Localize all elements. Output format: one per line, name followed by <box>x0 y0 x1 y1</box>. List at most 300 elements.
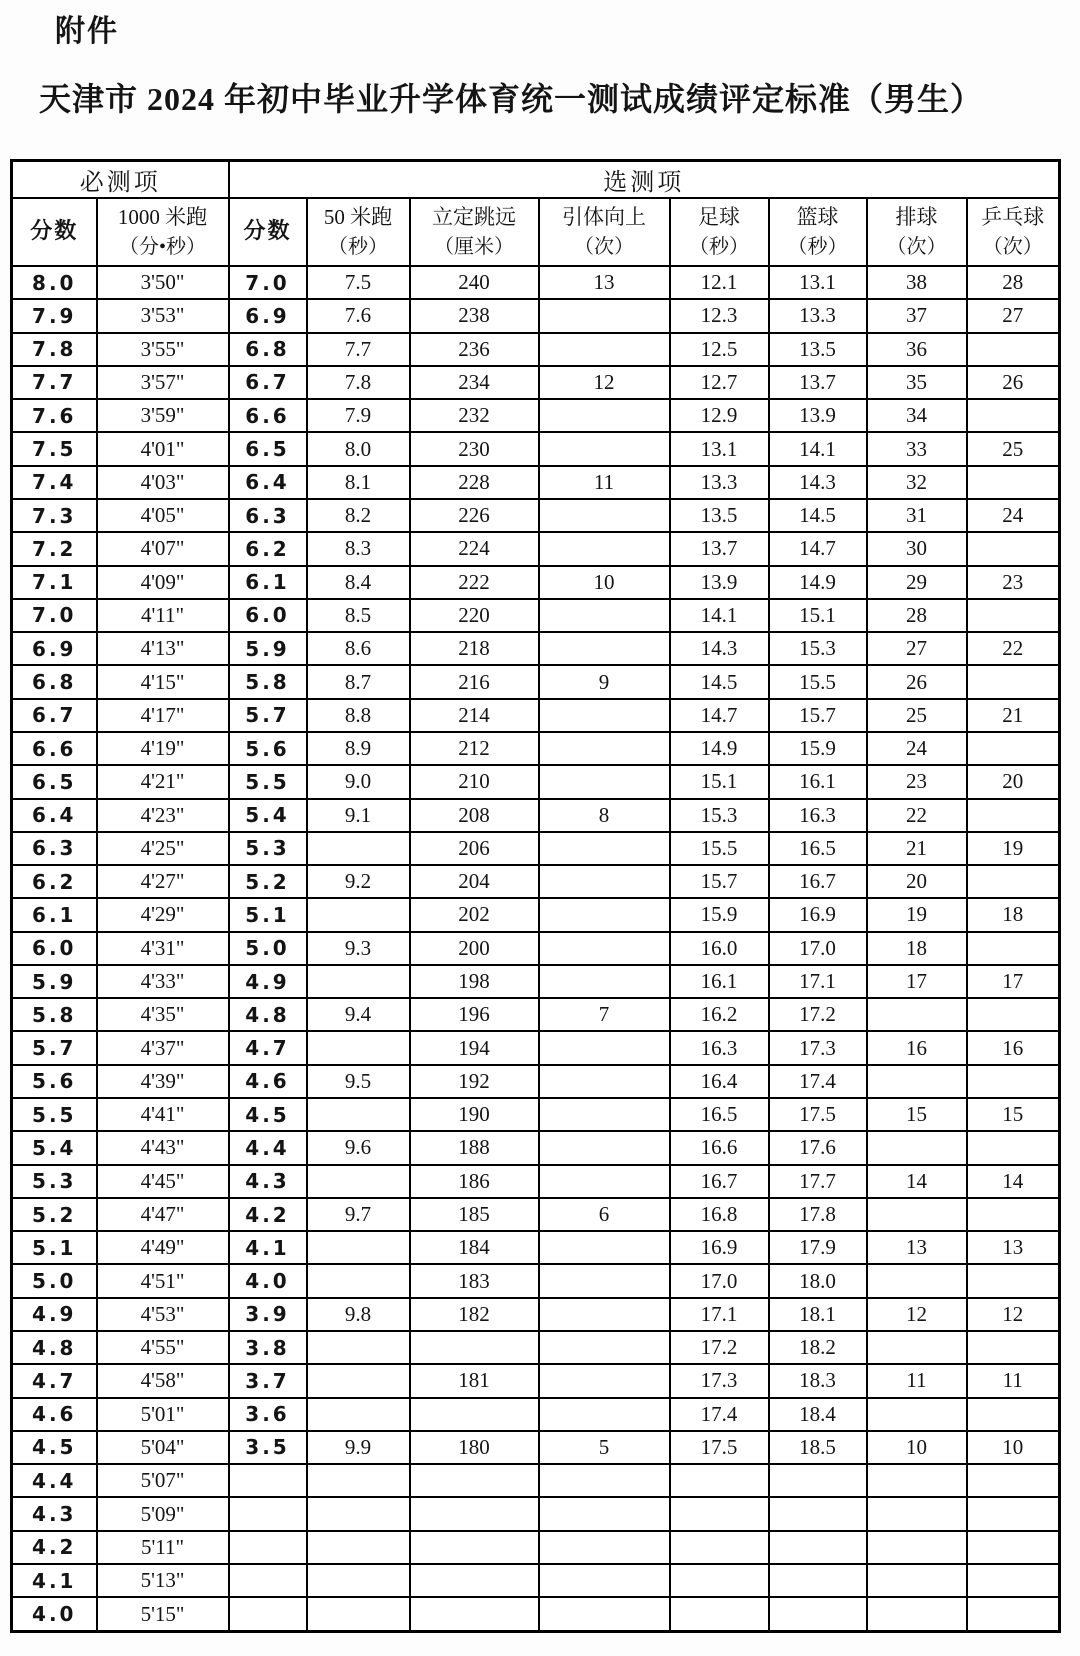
cell-volleyball: 17 <box>867 965 967 998</box>
cell-table-tennis: 12 <box>967 1298 1060 1331</box>
attachment-label: 附件 <box>55 14 119 49</box>
cell-basketball: 16.5 <box>769 832 867 865</box>
cell-score-optional: 4.2 <box>229 1198 307 1231</box>
cell-run-50m: 8.2 <box>307 499 410 532</box>
cell-score-optional: 5.0 <box>229 932 307 965</box>
cell-run-50m <box>307 1597 410 1631</box>
table-row <box>12 266 1060 299</box>
cell-score-required: 4.5 <box>12 1431 97 1464</box>
cell-table-tennis: 28 <box>967 266 1060 299</box>
table-row <box>12 1298 1060 1331</box>
cell-football: 17.0 <box>670 1264 769 1297</box>
cell-volleyball: 29 <box>867 566 967 599</box>
cell-run-50m: 7.7 <box>307 333 410 366</box>
cell-pull-ups <box>539 532 670 565</box>
cell-pull-ups: 7 <box>539 998 670 1031</box>
cell-score-optional: 3.6 <box>229 1398 307 1431</box>
cell-football <box>670 1597 769 1631</box>
cell-score-optional: 6.3 <box>229 499 307 532</box>
table-row <box>12 1231 1060 1264</box>
cell-standing-long-jump: 183 <box>410 1264 539 1297</box>
cell-run-1000m: 4'13" <box>97 632 229 665</box>
table-row <box>12 865 1060 898</box>
cell-volleyball <box>867 1398 967 1431</box>
cell-table-tennis: 22 <box>967 632 1060 665</box>
cell-standing-long-jump: 226 <box>410 499 539 532</box>
cell-score-optional: 5.4 <box>229 799 307 832</box>
cell-run-50m: 8.0 <box>307 432 410 465</box>
cell-pull-ups <box>539 333 670 366</box>
table-row <box>12 1098 1060 1131</box>
table-row <box>12 1364 1060 1397</box>
cell-score-required: 6.4 <box>12 799 97 832</box>
table-row <box>12 1331 1060 1364</box>
cell-standing-long-jump: 232 <box>410 399 539 432</box>
table-row <box>12 632 1060 665</box>
cell-run-50m: 7.6 <box>307 299 410 332</box>
cell-volleyball <box>867 1564 967 1597</box>
cell-score-required: 6.2 <box>12 865 97 898</box>
cell-score-required: 7.7 <box>12 366 97 399</box>
cell-score-optional: 6.8 <box>229 333 307 366</box>
cell-score-optional: 6.5 <box>229 432 307 465</box>
cell-run-1000m: 4'17" <box>97 699 229 732</box>
cell-table-tennis <box>967 1597 1060 1631</box>
cell-football: 16.7 <box>670 1165 769 1198</box>
cell-score-optional: 5.6 <box>229 732 307 765</box>
cell-football: 16.8 <box>670 1198 769 1231</box>
cell-volleyball: 20 <box>867 865 967 898</box>
cell-standing-long-jump <box>410 1497 539 1530</box>
cell-football: 15.9 <box>670 898 769 931</box>
cell-table-tennis <box>967 399 1060 432</box>
cell-basketball: 14.7 <box>769 532 867 565</box>
score-table <box>10 159 1061 1633</box>
cell-volleyball <box>867 1198 967 1231</box>
cell-pull-ups: 10 <box>539 566 670 599</box>
cell-volleyball: 13 <box>867 1231 967 1264</box>
cell-score-required: 4.3 <box>12 1497 97 1530</box>
cell-table-tennis: 10 <box>967 1431 1060 1464</box>
cell-football: 17.5 <box>670 1431 769 1464</box>
cell-pull-ups <box>539 1497 670 1530</box>
cell-pull-ups <box>539 1031 670 1064</box>
table-row <box>12 432 1060 465</box>
cell-standing-long-jump: 214 <box>410 699 539 732</box>
cell-table-tennis <box>967 665 1060 698</box>
cell-score-required: 5.7 <box>12 1031 97 1064</box>
cell-pull-ups <box>539 499 670 532</box>
cell-score-optional: 4.9 <box>229 965 307 998</box>
cell-volleyball: 38 <box>867 266 967 299</box>
cell-score-required: 7.0 <box>12 599 97 632</box>
cell-table-tennis: 14 <box>967 1165 1060 1198</box>
cell-volleyball: 24 <box>867 732 967 765</box>
cell-volleyball: 32 <box>867 466 967 499</box>
cell-pull-ups <box>539 1398 670 1431</box>
cell-run-50m: 8.4 <box>307 566 410 599</box>
cell-basketball: 15.1 <box>769 599 867 632</box>
cell-volleyball <box>867 1497 967 1530</box>
cell-run-50m: 8.7 <box>307 665 410 698</box>
cell-football <box>670 1464 769 1497</box>
cell-standing-long-jump: 222 <box>410 566 539 599</box>
cell-run-50m: 9.6 <box>307 1131 410 1164</box>
cell-score-required: 4.8 <box>12 1331 97 1364</box>
cell-score-required: 6.9 <box>12 632 97 665</box>
cell-pull-ups: 11 <box>539 466 670 499</box>
cell-volleyball: 11 <box>867 1364 967 1397</box>
column-header-row <box>12 198 1060 266</box>
cell-football: 15.3 <box>670 799 769 832</box>
cell-run-1000m: 5'07" <box>97 1464 229 1497</box>
cell-run-50m: 7.9 <box>307 399 410 432</box>
cell-football: 16.9 <box>670 1231 769 1264</box>
cell-standing-long-jump <box>410 1531 539 1564</box>
cell-run-1000m: 4'45" <box>97 1165 229 1198</box>
cell-basketball: 18.2 <box>769 1331 867 1364</box>
table-row <box>12 299 1060 332</box>
cell-volleyball: 16 <box>867 1031 967 1064</box>
cell-volleyball: 26 <box>867 665 967 698</box>
cell-standing-long-jump: 206 <box>410 832 539 865</box>
cell-run-50m: 9.0 <box>307 765 410 798</box>
cell-football: 13.9 <box>670 566 769 599</box>
cell-score-required: 5.1 <box>12 1231 97 1264</box>
cell-football: 13.3 <box>670 466 769 499</box>
cell-score-required: 4.2 <box>12 1531 97 1564</box>
cell-football: 12.7 <box>670 366 769 399</box>
cell-standing-long-jump: 192 <box>410 1065 539 1098</box>
cell-score-optional: 4.0 <box>229 1264 307 1297</box>
cell-basketball: 14.5 <box>769 499 867 532</box>
cell-basketball: 13.9 <box>769 399 867 432</box>
cell-volleyball: 12 <box>867 1298 967 1331</box>
table-row <box>12 532 1060 565</box>
column-header-run-1000m: 1000 米跑 （分•秒） <box>97 198 229 266</box>
cell-basketball: 17.6 <box>769 1131 867 1164</box>
column-header-table-tennis: 乒乓球 （次） <box>967 198 1060 266</box>
cell-standing-long-jump: 234 <box>410 366 539 399</box>
cell-score-optional: 6.7 <box>229 366 307 399</box>
cell-run-1000m: 3'53" <box>97 299 229 332</box>
table-row <box>12 1264 1060 1297</box>
cell-score-optional: 4.8 <box>229 998 307 1031</box>
cell-pull-ups <box>539 865 670 898</box>
cell-score-required: 6.8 <box>12 665 97 698</box>
cell-score-required: 8.0 <box>12 266 97 299</box>
cell-run-1000m: 5'15" <box>97 1597 229 1631</box>
cell-table-tennis: 21 <box>967 699 1060 732</box>
cell-football: 14.9 <box>670 732 769 765</box>
cell-basketball: 15.5 <box>769 665 867 698</box>
cell-score-required: 5.0 <box>12 1264 97 1297</box>
cell-pull-ups <box>539 1597 670 1631</box>
table-row <box>12 998 1060 1031</box>
cell-football: 16.2 <box>670 998 769 1031</box>
cell-pull-ups <box>539 1298 670 1331</box>
cell-score-required: 7.2 <box>12 532 97 565</box>
cell-run-50m: 9.4 <box>307 998 410 1031</box>
cell-football: 17.3 <box>670 1364 769 1397</box>
cell-run-50m <box>307 1098 410 1131</box>
cell-standing-long-jump: 208 <box>410 799 539 832</box>
cell-volleyball <box>867 1531 967 1564</box>
cell-volleyball <box>867 998 967 1031</box>
cell-basketball <box>769 1497 867 1530</box>
cell-basketball <box>769 1564 867 1597</box>
cell-run-50m <box>307 1031 410 1064</box>
cell-table-tennis <box>967 865 1060 898</box>
cell-volleyball <box>867 1131 967 1164</box>
cell-basketball: 17.5 <box>769 1098 867 1131</box>
cell-table-tennis: 26 <box>967 366 1060 399</box>
cell-score-optional: 5.3 <box>229 832 307 865</box>
cell-volleyball <box>867 1331 967 1364</box>
cell-standing-long-jump: 182 <box>410 1298 539 1331</box>
cell-score-optional: 3.7 <box>229 1364 307 1397</box>
cell-pull-ups <box>539 932 670 965</box>
cell-run-1000m: 5'11" <box>97 1531 229 1564</box>
cell-pull-ups <box>539 1331 670 1364</box>
cell-run-1000m: 4'35" <box>97 998 229 1031</box>
cell-football: 16.3 <box>670 1031 769 1064</box>
cell-score-optional: 5.9 <box>229 632 307 665</box>
table-row <box>12 366 1060 399</box>
cell-pull-ups <box>539 299 670 332</box>
cell-score-required: 4.9 <box>12 1298 97 1331</box>
cell-run-50m: 8.8 <box>307 699 410 732</box>
cell-football: 12.3 <box>670 299 769 332</box>
cell-table-tennis <box>967 1464 1060 1497</box>
cell-football <box>670 1531 769 1564</box>
cell-run-1000m: 4'15" <box>97 665 229 698</box>
cell-table-tennis: 24 <box>967 499 1060 532</box>
cell-run-1000m: 4'51" <box>97 1264 229 1297</box>
cell-score-required: 5.4 <box>12 1131 97 1164</box>
cell-football: 12.5 <box>670 333 769 366</box>
cell-score-required: 7.6 <box>12 399 97 432</box>
cell-score-required: 5.6 <box>12 1065 97 1098</box>
cell-score-required: 4.7 <box>12 1364 97 1397</box>
section-header-optional: 选测项 <box>229 161 1060 199</box>
cell-run-1000m: 4'25" <box>97 832 229 865</box>
cell-table-tennis <box>967 1497 1060 1530</box>
column-header-score-optional: 分数 <box>229 198 307 266</box>
table-row <box>12 1031 1060 1064</box>
cell-score-required: 5.8 <box>12 998 97 1031</box>
cell-pull-ups <box>539 632 670 665</box>
table-row <box>12 1497 1060 1530</box>
cell-run-1000m: 4'37" <box>97 1031 229 1064</box>
cell-football: 14.5 <box>670 665 769 698</box>
cell-run-50m: 9.8 <box>307 1298 410 1331</box>
cell-table-tennis <box>967 998 1060 1031</box>
cell-run-50m <box>307 965 410 998</box>
cell-run-1000m: 4'29" <box>97 898 229 931</box>
cell-basketball: 16.9 <box>769 898 867 931</box>
section-header-required: 必测项 <box>12 161 229 199</box>
cell-table-tennis <box>967 1531 1060 1564</box>
cell-pull-ups: 12 <box>539 366 670 399</box>
cell-score-optional <box>229 1497 307 1530</box>
cell-score-optional <box>229 1464 307 1497</box>
cell-pull-ups: 6 <box>539 1198 670 1231</box>
cell-score-optional: 5.1 <box>229 898 307 931</box>
cell-run-1000m: 4'11" <box>97 599 229 632</box>
cell-score-optional: 6.1 <box>229 566 307 599</box>
cell-basketball: 17.1 <box>769 965 867 998</box>
cell-basketball: 17.3 <box>769 1031 867 1064</box>
cell-run-50m <box>307 1165 410 1198</box>
cell-run-50m: 8.9 <box>307 732 410 765</box>
cell-basketball: 17.4 <box>769 1065 867 1098</box>
cell-basketball <box>769 1597 867 1631</box>
cell-standing-long-jump: 198 <box>410 965 539 998</box>
column-header-football: 足球 （秒） <box>670 198 769 266</box>
cell-run-1000m: 4'31" <box>97 932 229 965</box>
column-header-basketball: 篮球 （秒） <box>769 198 867 266</box>
cell-run-50m <box>307 898 410 931</box>
cell-table-tennis: 17 <box>967 965 1060 998</box>
table-row <box>12 1597 1060 1631</box>
cell-football: 12.1 <box>670 266 769 299</box>
cell-run-50m <box>307 1564 410 1597</box>
cell-football: 15.7 <box>670 865 769 898</box>
cell-volleyball <box>867 1264 967 1297</box>
cell-score-optional: 4.1 <box>229 1231 307 1264</box>
cell-run-50m <box>307 1497 410 1530</box>
table-row <box>12 1165 1060 1198</box>
table-row <box>12 499 1060 532</box>
cell-basketball: 14.9 <box>769 566 867 599</box>
cell-basketball: 18.1 <box>769 1298 867 1331</box>
cell-score-required: 6.0 <box>12 932 97 965</box>
cell-run-50m <box>307 832 410 865</box>
cell-table-tennis <box>967 599 1060 632</box>
cell-standing-long-jump: 185 <box>410 1198 539 1231</box>
cell-standing-long-jump: 228 <box>410 466 539 499</box>
cell-run-50m <box>307 1364 410 1397</box>
cell-standing-long-jump: 180 <box>410 1431 539 1464</box>
cell-score-optional: 4.6 <box>229 1065 307 1098</box>
cell-standing-long-jump: 186 <box>410 1165 539 1198</box>
column-header-pull-ups: 引体向上 （次） <box>539 198 670 266</box>
cell-volleyball: 14 <box>867 1165 967 1198</box>
table-row <box>12 699 1060 732</box>
cell-football: 17.4 <box>670 1398 769 1431</box>
cell-table-tennis: 25 <box>967 432 1060 465</box>
cell-table-tennis: 15 <box>967 1098 1060 1131</box>
cell-basketball: 18.3 <box>769 1364 867 1397</box>
cell-standing-long-jump: 181 <box>410 1364 539 1397</box>
cell-score-optional <box>229 1597 307 1631</box>
cell-football: 13.1 <box>670 432 769 465</box>
cell-pull-ups <box>539 1231 670 1264</box>
cell-table-tennis <box>967 1065 1060 1098</box>
cell-table-tennis <box>967 1331 1060 1364</box>
cell-volleyball: 19 <box>867 898 967 931</box>
cell-table-tennis <box>967 532 1060 565</box>
cell-pull-ups: 9 <box>539 665 670 698</box>
cell-volleyball <box>867 1065 967 1098</box>
cell-run-1000m: 4'43" <box>97 1131 229 1164</box>
cell-run-50m: 9.3 <box>307 932 410 965</box>
cell-score-required: 7.8 <box>12 333 97 366</box>
cell-score-optional: 3.8 <box>229 1331 307 1364</box>
table-row <box>12 799 1060 832</box>
cell-football: 13.5 <box>670 499 769 532</box>
cell-run-1000m: 5'13" <box>97 1564 229 1597</box>
cell-pull-ups: 13 <box>539 266 670 299</box>
cell-run-50m: 7.5 <box>307 266 410 299</box>
cell-football: 13.7 <box>670 532 769 565</box>
table-row <box>12 1131 1060 1164</box>
cell-run-1000m: 4'19" <box>97 732 229 765</box>
cell-basketball: 18.0 <box>769 1264 867 1297</box>
cell-score-optional: 6.2 <box>229 532 307 565</box>
cell-table-tennis: 11 <box>967 1364 1060 1397</box>
cell-basketball: 13.5 <box>769 333 867 366</box>
cell-run-1000m: 4'05" <box>97 499 229 532</box>
cell-score-optional: 6.0 <box>229 599 307 632</box>
cell-run-1000m: 4'23" <box>97 799 229 832</box>
cell-score-required: 6.1 <box>12 898 97 931</box>
cell-standing-long-jump: 212 <box>410 732 539 765</box>
cell-volleyball: 25 <box>867 699 967 732</box>
cell-run-50m: 8.3 <box>307 532 410 565</box>
cell-pull-ups <box>539 1564 670 1597</box>
cell-basketball: 13.1 <box>769 266 867 299</box>
cell-score-optional <box>229 1564 307 1597</box>
table-row <box>12 898 1060 931</box>
cell-basketball: 16.3 <box>769 799 867 832</box>
cell-basketball: 13.7 <box>769 366 867 399</box>
section-header-row <box>12 161 1060 199</box>
cell-score-optional: 4.3 <box>229 1165 307 1198</box>
table-row <box>12 832 1060 865</box>
cell-run-50m <box>307 1398 410 1431</box>
cell-basketball: 15.3 <box>769 632 867 665</box>
cell-score-required: 7.4 <box>12 466 97 499</box>
table-row <box>12 665 1060 698</box>
cell-score-required: 5.5 <box>12 1098 97 1131</box>
cell-table-tennis: 18 <box>967 898 1060 931</box>
table-row <box>12 732 1060 765</box>
cell-run-50m: 9.1 <box>307 799 410 832</box>
table-row <box>12 1531 1060 1564</box>
cell-pull-ups: 8 <box>539 799 670 832</box>
cell-run-50m: 9.5 <box>307 1065 410 1098</box>
cell-football: 12.9 <box>670 399 769 432</box>
cell-score-optional: 6.6 <box>229 399 307 432</box>
cell-run-1000m: 5'04" <box>97 1431 229 1464</box>
table-row <box>12 399 1060 432</box>
cell-run-1000m: 4'33" <box>97 965 229 998</box>
cell-football <box>670 1497 769 1530</box>
cell-basketball: 15.7 <box>769 699 867 732</box>
cell-football: 16.6 <box>670 1131 769 1164</box>
cell-table-tennis: 19 <box>967 832 1060 865</box>
cell-table-tennis <box>967 932 1060 965</box>
cell-table-tennis <box>967 1564 1060 1597</box>
cell-volleyball <box>867 1597 967 1631</box>
table-row <box>12 333 1060 366</box>
cell-pull-ups <box>539 765 670 798</box>
cell-score-required: 4.6 <box>12 1398 97 1431</box>
cell-score-required: 7.1 <box>12 566 97 599</box>
cell-score-required: 5.2 <box>12 1198 97 1231</box>
